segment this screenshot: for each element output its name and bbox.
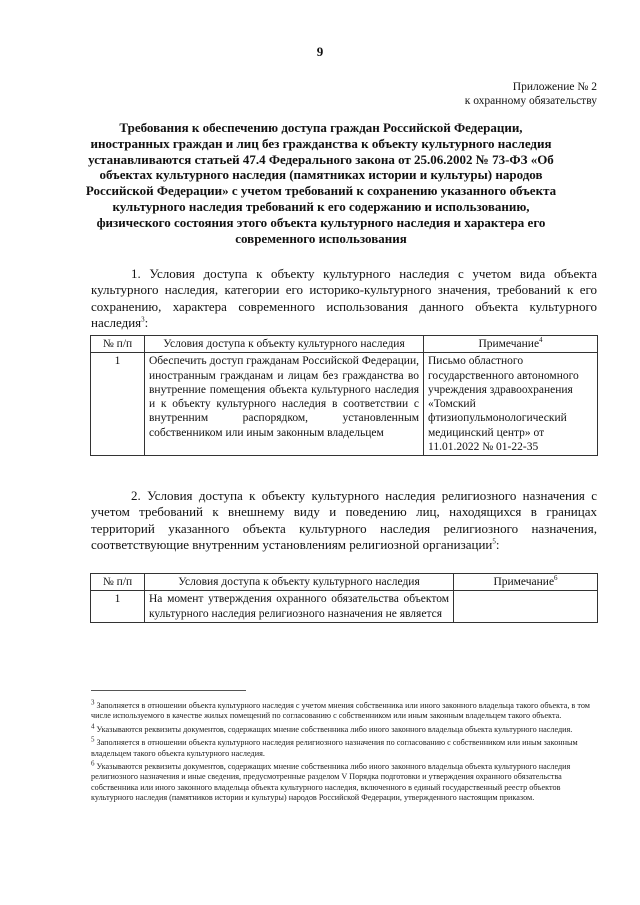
section-2-text: 2. Условия доступа к объекту культурного наследия религиозного назначения с учетом требований к внешнему виду и поведению лиц, находящихся в границах территорий указанного объекта культурного наследия религиозного назначения, соответствующие внутренним установлениям религиозной организации$^5$: bbox=[91, 488, 597, 552]
appendix-line-1: Приложение № 2 bbox=[512, 81, 597, 93]
footnote-num: 6 bbox=[91, 759, 95, 768]
access-conditions-table-2 bbox=[90, 573, 598, 623]
row-num: 1 bbox=[91, 353, 145, 456]
footnote-5 bbox=[91, 735, 597, 759]
footnote-text: Заполняется в отношении объекта культурного наследия с учетом мнения собственника или иного законного владельца такого объекта, в том числе используемого в качестве жилых помещений по согласованию с собственником или иным законным владельцем такого объекта. bbox=[91, 701, 590, 721]
row-note: Письмо областного государственного автономного учреждения здравоохранения «Томский фтизиопульмонологический медицинский центр» от 11.01.2022 № 01-22-35 bbox=[424, 353, 598, 456]
footnote-ref-6: 6 bbox=[554, 574, 558, 583]
row-condition: Обеспечить доступ гражданам Российской Федерации, иностранным гражданам и лицам без гражданства во внутренние помещения объекта культурного наследия и к объекту культурного наследия в соответствии с внутренним распорядком, установленным собственником или иным законным владельцем bbox=[145, 353, 424, 456]
footnote-3 bbox=[91, 698, 597, 722]
header-note-label: Примечание bbox=[493, 576, 555, 588]
header-note bbox=[424, 336, 598, 353]
appendix-line-2: к охранному обязательству bbox=[464, 95, 597, 107]
table-header-row bbox=[91, 574, 598, 591]
footnote-6 bbox=[91, 759, 597, 804]
row-num: 1 bbox=[91, 591, 145, 623]
header-condition: Условия доступа к объекту культурного наследия bbox=[145, 574, 454, 591]
footnote-divider bbox=[91, 690, 246, 691]
footnote-text: Заполняется в отношении объекта культурного наследия религиозного назначения по согласованию с собственником или иным законным владельцем такого объекта культурного наследия. bbox=[91, 738, 578, 758]
footnote-4 bbox=[91, 722, 597, 735]
table-header-row bbox=[91, 336, 598, 353]
header-note bbox=[454, 574, 598, 591]
access-conditions-table-1 bbox=[90, 335, 598, 456]
header-condition: Условия доступа к объекту культурного наследия bbox=[145, 336, 424, 353]
section-2-body: 2. Условия доступа к объекту культурного наследия религиозного назначения с учетом требований к внешнему виду и поведению лиц, находящихся в границах территорий указанного объекта культурного наследия религиозного назначения, соответствующие внутренним установлениям религиозной организации bbox=[91, 488, 597, 552]
footnote-num: 5 bbox=[91, 735, 95, 744]
footnote-ref-5: 5 bbox=[492, 537, 496, 546]
footnote-num: 3 bbox=[91, 698, 95, 707]
row-note bbox=[454, 591, 598, 623]
section-1-body: 1. Условия доступа к объекту культурного наследия с учетом вида объекта культурного наследия, категории его историко-культурного значения, требований к его сохранению, характера современного использования данного объекта культурного наследия bbox=[91, 266, 597, 330]
footnote-text: Указываются реквизиты документов, содержащих мнение собственника либо иного законного владельца объекта культурного наследия религиозного назначения и иные сведения, предусмотренные разделом V Порядка подготовки и утверждения охранного обязательства собственника или иного законного владельца объекта культурного наследия, включенного в единый государственный реестр объектов культурного наследия (памятников истории и культуры) народов Российской Федерации, утвержденного настоящим приказом. bbox=[91, 762, 571, 803]
footnotes bbox=[91, 698, 597, 807]
row-condition: На момент утверждения охранного обязательства объектом культурного наследия религиозного назначения не является bbox=[145, 591, 454, 623]
table-row bbox=[91, 591, 598, 623]
section-1-text: 1. Условия доступа к объекту культурного наследия с учетом вида объекта культурного наследия, категории его историко-культурного значения, требований к его сохранению, характера современного использования данного объекта культурного наследия$^3$: bbox=[91, 266, 597, 330]
header-num: № п/п bbox=[91, 574, 145, 591]
footnote-ref-4: 4 bbox=[539, 336, 543, 345]
header-num: № п/п bbox=[91, 336, 145, 353]
footnote-text: Указываются реквизиты документов, содержащих мнение собственника либо иного законного владельца объекта культурного наследия. bbox=[96, 724, 573, 734]
footnote-ref-3: 3 bbox=[141, 315, 145, 324]
page-number: 9 bbox=[316, 44, 324, 59]
header-note-label: Примечание bbox=[478, 338, 540, 350]
document-title: Требования к обеспечению доступа граждан Российской Федерации, иностранных граждан и лиц без гражданства к объекту культурного наследия устанавливаются статьей 47.4 Федерального закона от 25.06.2002 № 73-ФЗ «Об объектах культурного наследия (памятниках истории и культуры) народов Российской Федерации» с учетом требований к сохранению указанного объекта культурного наследия требований к его содержанию и использованию, физического состояния этого объекта культурного наследия и характера его современного использования bbox=[85, 120, 557, 246]
appendix-label bbox=[465, 80, 597, 108]
table-row bbox=[91, 353, 598, 456]
footnote-num: 4 bbox=[91, 722, 95, 731]
